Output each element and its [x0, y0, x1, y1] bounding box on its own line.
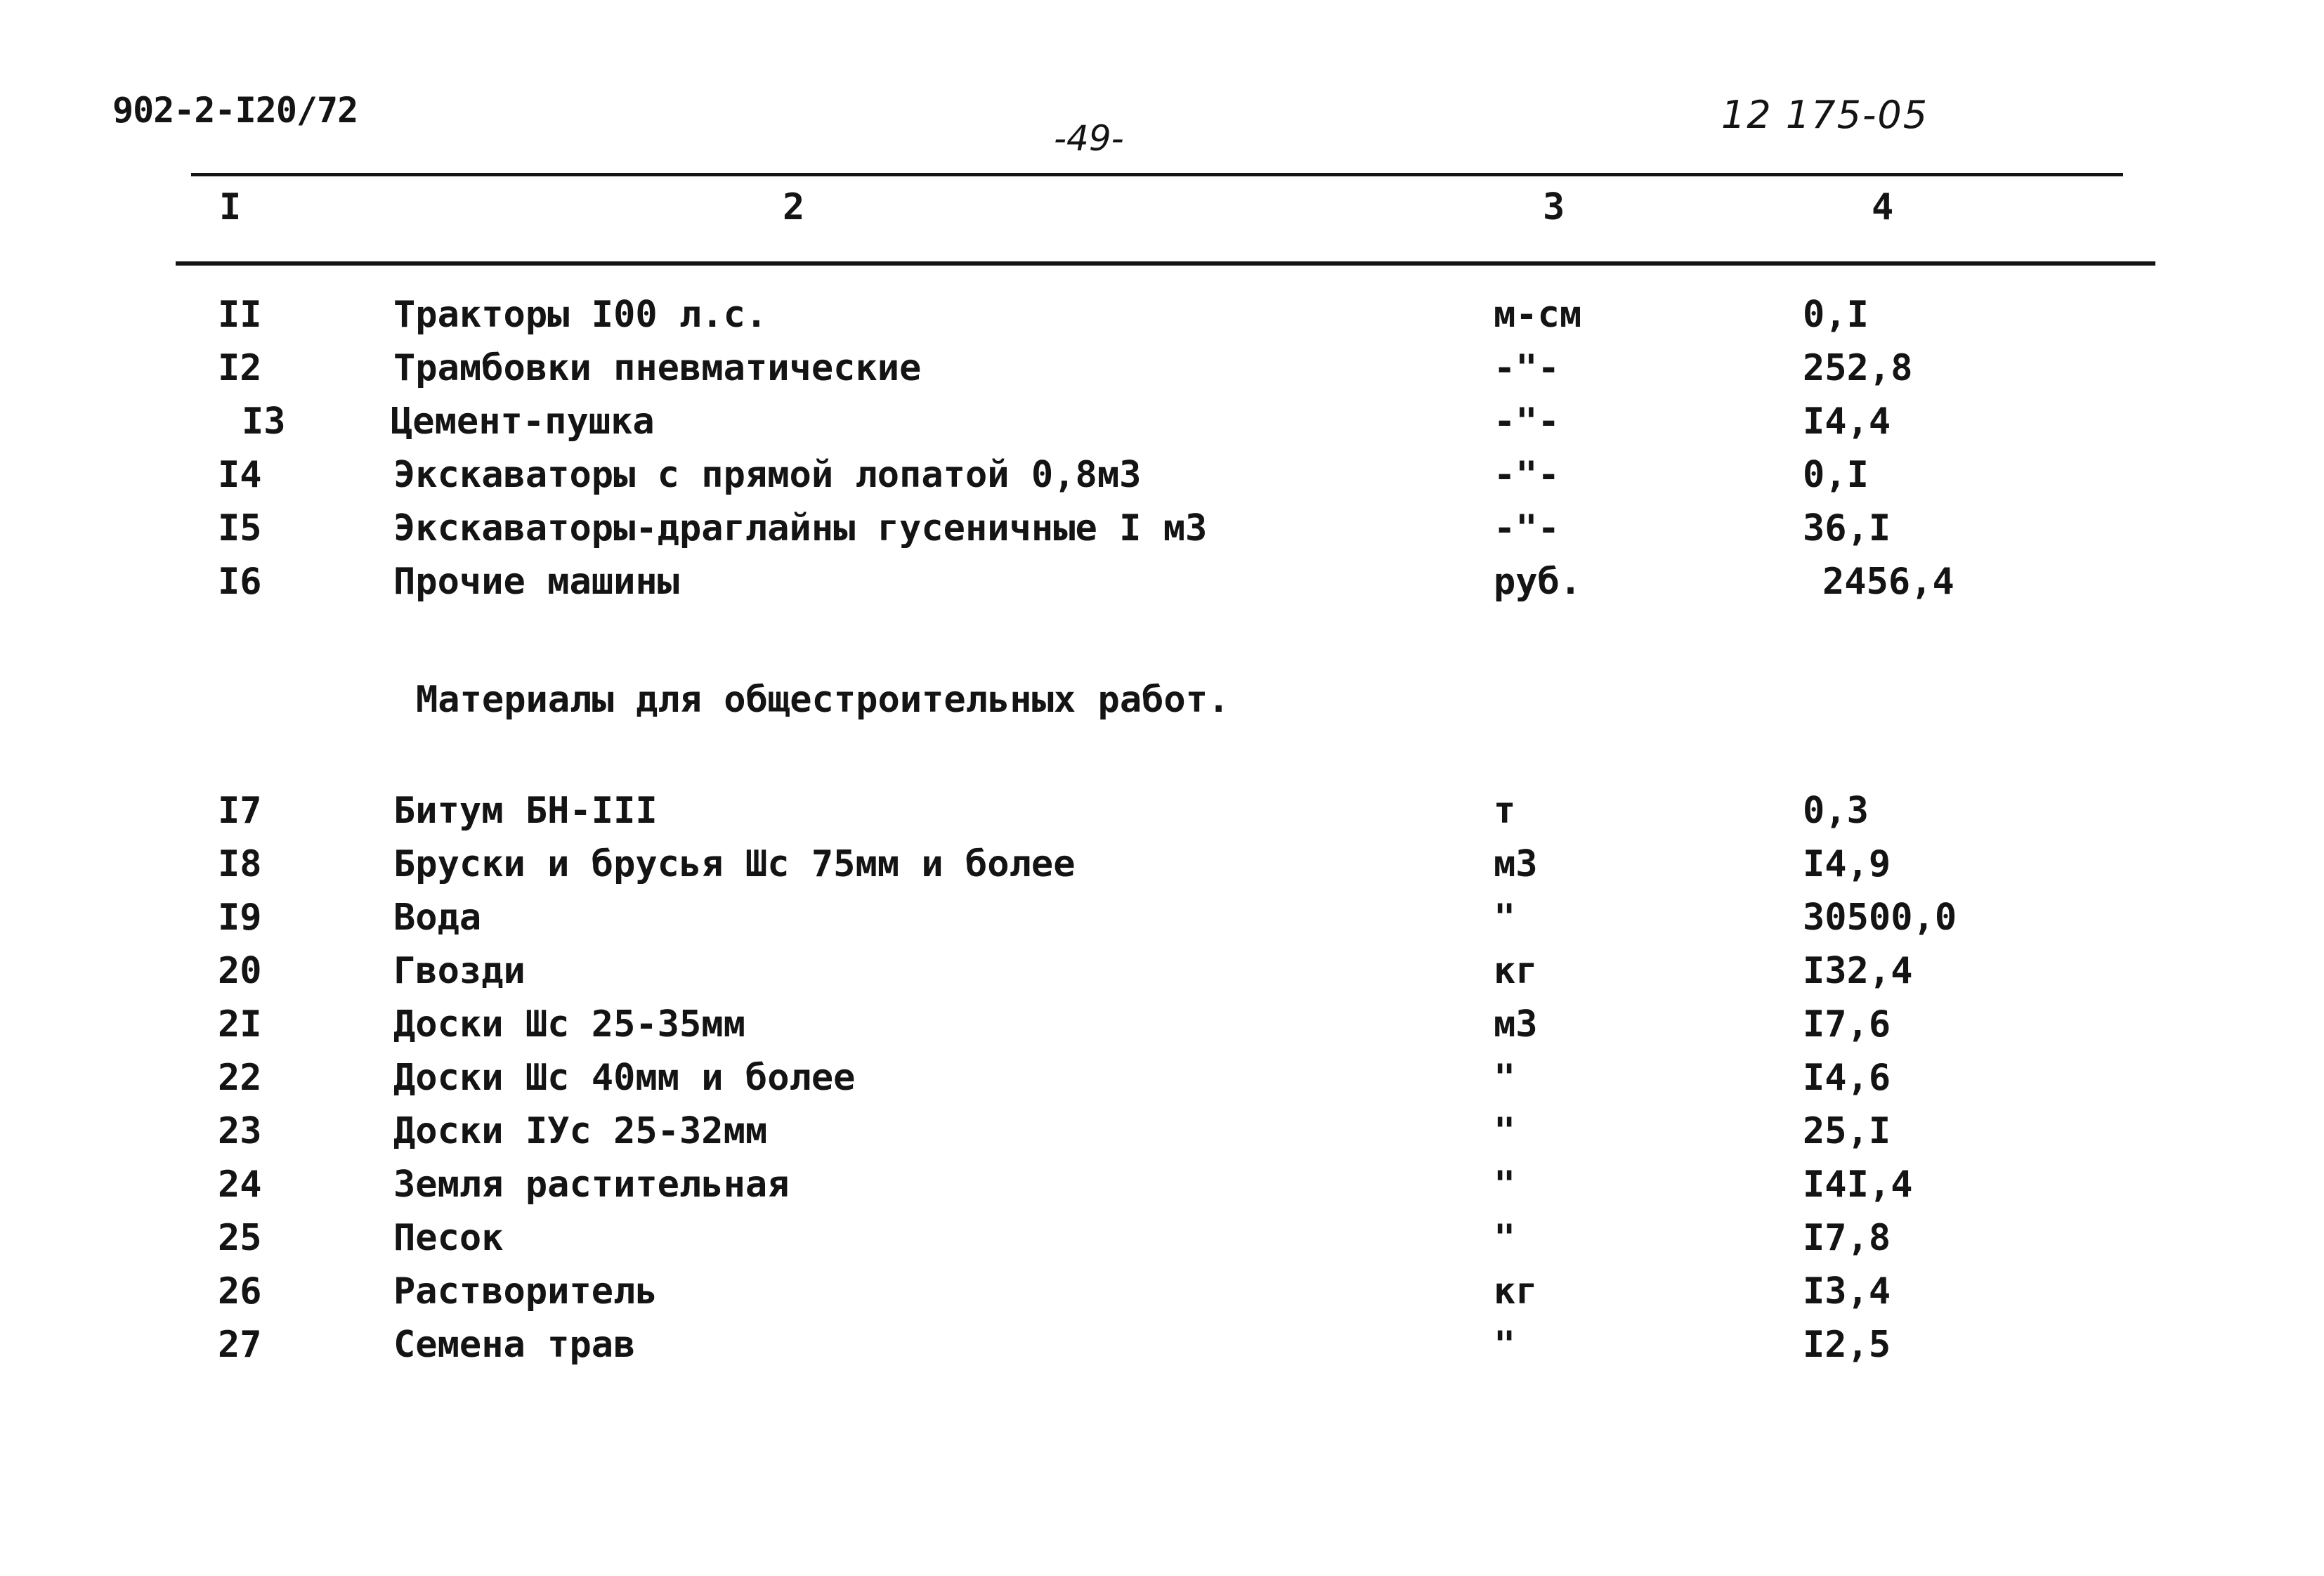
- row-unit: т: [1494, 790, 1516, 832]
- row-name: Прочие машины: [393, 561, 679, 603]
- table-row: [0, 1057, 2324, 1106]
- row-number: II: [218, 294, 262, 336]
- table-row: [0, 294, 2324, 343]
- row-quantity: 25,I: [1803, 1110, 1891, 1152]
- table-row: [0, 347, 2324, 396]
- row-name: Доски IУс 25-32мм: [393, 1110, 768, 1152]
- row-unit: руб.: [1494, 561, 1582, 603]
- table-row: [0, 400, 2324, 450]
- row-name: Тракторы I00 л.с.: [393, 294, 768, 336]
- row-quantity: I2,5: [1803, 1324, 1891, 1366]
- row-quantity: I4,9: [1803, 843, 1891, 885]
- row-quantity: 30500,0: [1803, 897, 1957, 939]
- row-name: Доски Шс 40мм и более: [393, 1057, 856, 1099]
- row-unit: ": [1494, 1324, 1516, 1366]
- page-number: -49-: [1054, 118, 1124, 159]
- row-number: I9: [218, 897, 262, 939]
- column-header-4: 4: [1872, 186, 1894, 228]
- table-row: [0, 1270, 2324, 1320]
- row-quantity: 2456,4: [1822, 561, 1954, 603]
- table-row: [0, 454, 2324, 503]
- row-number: 27: [218, 1324, 262, 1366]
- table-row: [0, 561, 2324, 610]
- document-code: 902-2-I20/72: [112, 90, 358, 131]
- row-quantity: 0,3: [1803, 790, 1869, 832]
- row-number: I2: [218, 347, 262, 389]
- row-unit: кг: [1494, 1270, 1538, 1313]
- row-number: I6: [218, 561, 262, 603]
- row-name: Растворитель: [393, 1270, 658, 1313]
- table-row: [0, 507, 2324, 556]
- row-quantity: 36,I: [1803, 507, 1891, 549]
- row-unit: ": [1494, 1164, 1516, 1206]
- row-unit: кг: [1494, 950, 1538, 992]
- row-unit: -"-: [1494, 347, 1560, 389]
- row-unit: ": [1494, 897, 1516, 939]
- row-number: I8: [218, 843, 262, 885]
- table-top-rule: [191, 173, 2123, 176]
- row-name: Цемент-пушка: [391, 400, 655, 443]
- column-header-1: I: [219, 186, 242, 228]
- row-unit: м-см: [1494, 294, 1582, 336]
- row-number: I3: [242, 400, 286, 443]
- row-unit: ": [1494, 1217, 1516, 1259]
- row-name: Бруски и брусья Шс 75мм и более: [393, 843, 1076, 885]
- row-quantity: I4,4: [1803, 400, 1891, 443]
- row-number: I5: [218, 507, 262, 549]
- row-quantity: I3,4: [1803, 1270, 1891, 1313]
- column-header-3: 3: [1543, 186, 1565, 228]
- row-name: Семена трав: [393, 1324, 636, 1366]
- row-unit: -"-: [1494, 400, 1560, 443]
- row-number: I4: [218, 454, 262, 496]
- row-name: Трамбовки пневматические: [393, 347, 922, 389]
- section-title: Материалы для общестроительных работ.: [416, 679, 1230, 721]
- handwritten-registration-number: 12 175-05: [1721, 93, 1929, 137]
- row-name: Гвозди: [393, 950, 525, 992]
- row-quantity: 0,I: [1803, 294, 1869, 336]
- table-row: [0, 1217, 2324, 1266]
- row-unit: ": [1494, 1110, 1516, 1152]
- table-row: [0, 950, 2324, 999]
- table-row: [0, 843, 2324, 892]
- row-name: Битум БН-III: [393, 790, 658, 832]
- row-quantity: I7,8: [1803, 1217, 1891, 1259]
- row-number: I7: [218, 790, 262, 832]
- row-number: 25: [218, 1217, 262, 1259]
- row-quantity: I4,6: [1803, 1057, 1891, 1099]
- row-quantity: I4I,4: [1803, 1164, 1913, 1206]
- row-name: Экскаваторы-драглайны гусеничные I м3: [393, 507, 1208, 549]
- row-name: Песок: [393, 1217, 504, 1259]
- row-quantity: 252,8: [1803, 347, 1913, 389]
- row-unit: -"-: [1494, 454, 1560, 496]
- row-number: 23: [218, 1110, 262, 1152]
- row-unit: -"-: [1494, 507, 1560, 549]
- row-quantity: I7,6: [1803, 1003, 1891, 1046]
- table-row: [0, 790, 2324, 839]
- table-header-rule: [176, 261, 2155, 266]
- row-unit: м3: [1494, 843, 1538, 885]
- row-number: 24: [218, 1164, 262, 1206]
- row-unit: ": [1494, 1057, 1516, 1099]
- table-row: [0, 1003, 2324, 1053]
- row-number: 2I: [218, 1003, 262, 1046]
- row-name: Доски Шс 25-35мм: [393, 1003, 745, 1046]
- table-row: [0, 897, 2324, 946]
- row-quantity: 0,I: [1803, 454, 1869, 496]
- row-quantity: I32,4: [1803, 950, 1913, 992]
- row-name: Экскаваторы с прямой лопатой 0,8м3: [393, 454, 1142, 496]
- row-number: 20: [218, 950, 262, 992]
- table-row: [0, 1110, 2324, 1159]
- table-row: [0, 1164, 2324, 1213]
- row-name: Земля растительная: [393, 1164, 790, 1206]
- row-name: Вода: [393, 897, 482, 939]
- row-number: 26: [218, 1270, 262, 1313]
- column-header-2: 2: [783, 186, 805, 228]
- row-unit: м3: [1494, 1003, 1538, 1046]
- row-number: 22: [218, 1057, 262, 1099]
- table-row: [0, 1324, 2324, 1373]
